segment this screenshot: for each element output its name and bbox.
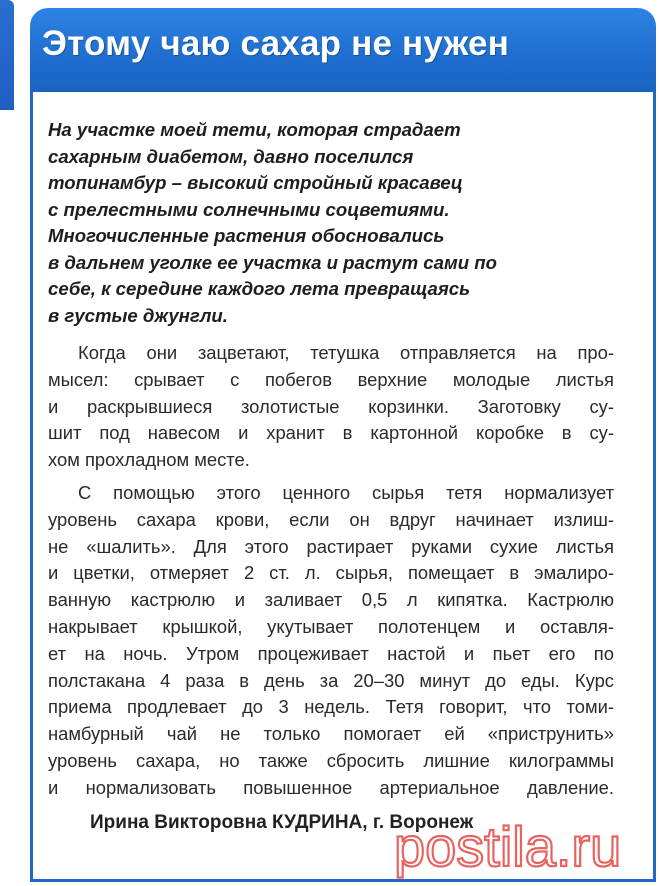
body-line: не «шалить». Для этого растирает руками сухие листья <box>48 535 614 557</box>
body-line: ет на ночь. Утром процеживает настой и пьет его по <box>48 642 614 664</box>
body-line: уровень сахара, но также сбросить лишние килограммы <box>48 749 614 771</box>
intro-line: с прелестными солнечными соцветиями. <box>48 198 450 220</box>
body-line: и раскрывшиеся золотистые корзинки. Заготовку су- <box>48 395 614 417</box>
postila-watermark <box>388 808 660 886</box>
intro-line: себе, к середине каждого лета превращаясь <box>48 278 471 299</box>
body-paragraph-2 <box>48 480 614 802</box>
body-line: С помощью этого ценного сырья тетя нормализует <box>78 482 614 503</box>
author-signature: Ирина Викторовна КУДРИНА, г. Воронеж <box>90 812 474 833</box>
body-line: шит под навесом и хранит в картонной коробке в су- <box>48 422 614 444</box>
intro-line: в дальнем уголке ее участка и растут сами по <box>48 251 497 273</box>
intro-line: Многочисленные растения обосновались <box>48 225 445 246</box>
left-edge-decoration <box>0 0 14 110</box>
body-line: полстакана 4 раза в день за 20–30 минут до еды. Курс <box>48 669 614 691</box>
body-paragraph-1 <box>48 340 614 474</box>
intro-line: На участке моей тети, которая страдает <box>48 119 461 140</box>
intro-line: топинамбур – высокий стройный красавец <box>48 172 463 193</box>
body-line: намбурный чай не только помогает ей «приструнить» <box>48 723 614 745</box>
intro-line: в густые джунгли. <box>48 304 228 326</box>
body-line: накрывает крышкой, укутывает полотенцем и оставля- <box>48 615 614 637</box>
body-line: и цветки, отмеряет 2 ст. л. сырья, помещает в эмалиро- <box>48 562 614 584</box>
intro-paragraph <box>48 117 608 329</box>
article-title: Этому чаю сахар не нужен <box>42 24 510 63</box>
watermark-text: postila.ru <box>394 815 622 878</box>
body-line: и нормализовать повышенное артериальное давление. <box>48 776 614 798</box>
intro-line: сахарным диабетом, давно поселился <box>48 145 414 167</box>
body-line: хом прохладном месте. <box>48 449 250 471</box>
body-line: мысел: срывает с побегов верхние молодые листья <box>48 368 614 390</box>
body-line: ванную кастрюлю и заливает 0,5 л кипятка. Кастрюлю <box>48 589 614 611</box>
body-line: уровень сахара крови, если он вдруг начинает излиш- <box>48 508 614 530</box>
body-line: Когда они зацветают, тетушка отправляется на про- <box>78 342 614 363</box>
body-line: приема продлевает до 3 недель. Тетя говорит, что томи- <box>48 696 614 718</box>
